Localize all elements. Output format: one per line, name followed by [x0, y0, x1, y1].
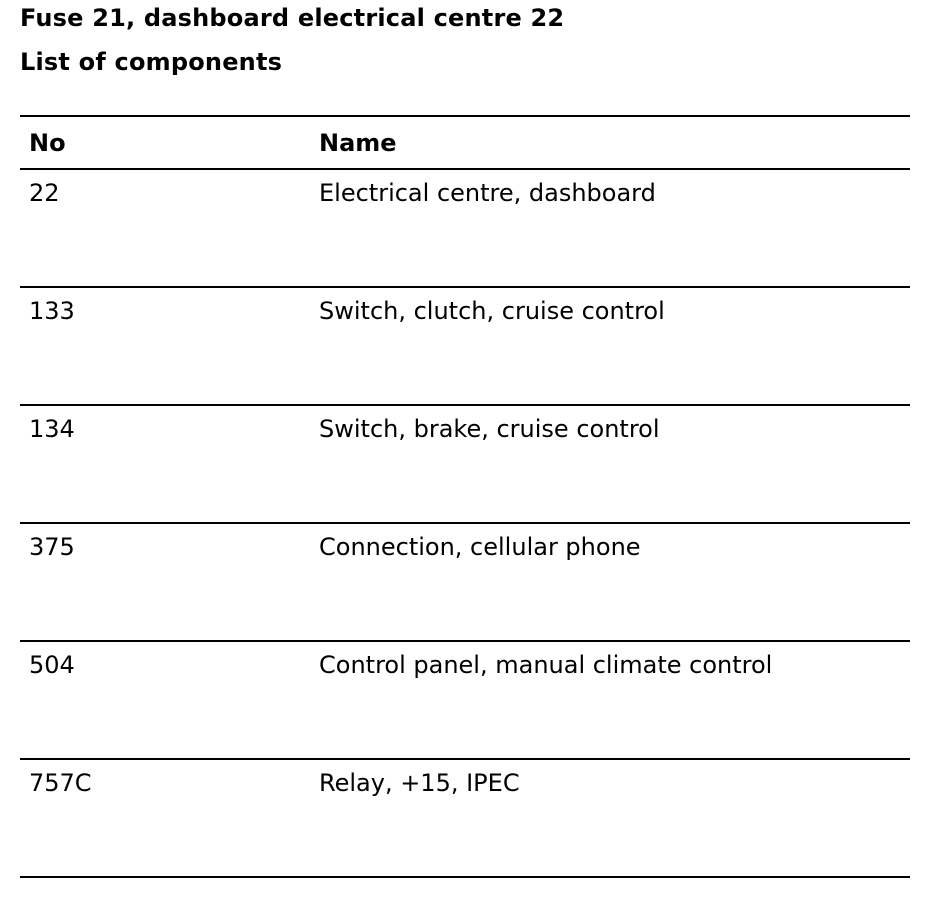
component-name: Control panel, manual climate control: [319, 651, 773, 679]
component-number: 375: [29, 533, 75, 561]
component-name: Switch, brake, cruise control: [319, 415, 660, 443]
page-title: Fuse 21, dashboard electrical centre 22: [20, 4, 565, 32]
component-number: 133: [29, 297, 75, 325]
component-name: Relay, +15, IPEC: [319, 769, 520, 797]
column-header-name: Name: [319, 129, 397, 157]
table-bottom-rule: [20, 876, 910, 878]
component-number: 134: [29, 415, 75, 443]
component-name: Electrical centre, dashboard: [319, 179, 656, 207]
table-row: [20, 406, 910, 522]
component-name: Switch, clutch, cruise control: [319, 297, 665, 325]
page-subtitle: List of components: [20, 48, 283, 76]
column-header-no: No: [29, 129, 66, 157]
component-number: 22: [29, 179, 60, 207]
table-row: [20, 760, 910, 876]
table-row: [20, 170, 910, 286]
component-number: 504: [29, 651, 75, 679]
table-header-row: [20, 117, 910, 168]
table-row: [20, 642, 910, 758]
component-number: 757C: [29, 769, 92, 797]
table-row: [20, 288, 910, 404]
component-name: Connection, cellular phone: [319, 533, 641, 561]
table-row: [20, 524, 910, 640]
components-table: [20, 115, 910, 878]
